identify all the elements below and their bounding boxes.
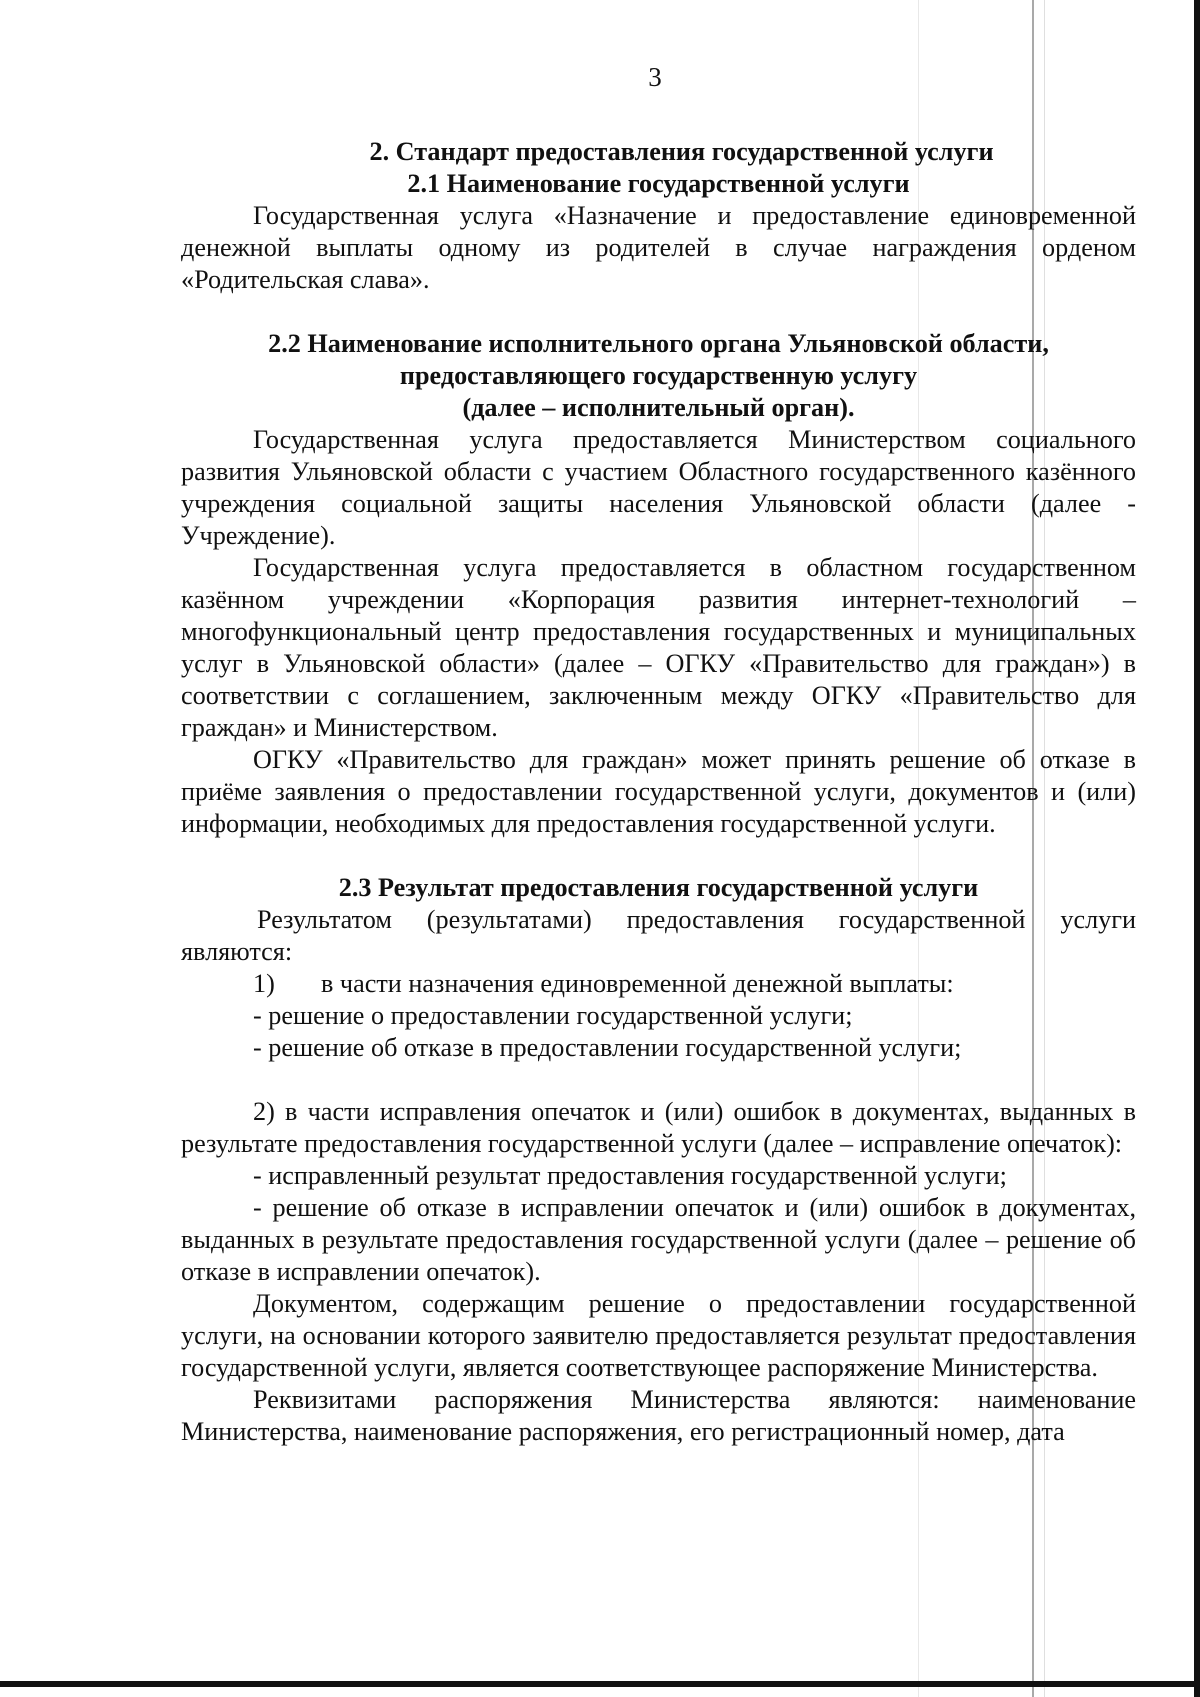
- result-item-1-text: в части назначения единовременной денежной выплаты:: [321, 969, 954, 998]
- result-subitem: - исправленный результат предоставления государственной услуги;: [253, 1161, 1007, 1190]
- section-2-2-heading-line-2: предоставляющего государственную услугу: [399, 361, 918, 390]
- section-2-2-paragraph: Государственная услуга предоставляется в областном государственном казённом учреждении «Корпорация развития интернет-технологий – многофункциональный центр предоставления государственных и муниципальных услуг в Ульяновской области» (далее – ОГКУ «Правительство для граждан») в соответствии с соглашением, заключенным между ОГКУ «Правительство для граждан» и Министерством.: [181, 553, 1136, 742]
- section-2-1-heading: 2.1 Наименование государственной услуги: [407, 169, 910, 198]
- scan-border-bottom: [0, 1681, 1200, 1687]
- section-2-3-heading: 2.3 Результат предоставления государственной услуги: [338, 873, 979, 902]
- section-2-3-paragraph-requisites: Реквизитами распоряжения Министерства являются: наименование Министерства, наименование распоряжения, его регистрационный номер, дата: [181, 1385, 1136, 1446]
- section-2-2-heading-line-1: 2.2 Наименование исполнительного органа Ульяновской области,: [268, 329, 1049, 358]
- section-2-3-paragraph-document: Документом, содержащим решение о предоставлении государственной услуги, на основании которого заявителю предоставляется результат предоставления государственной услуги, является соответствующее распоряжение Министерства.: [181, 1289, 1136, 1382]
- page-number: 3: [648, 62, 662, 92]
- section-2-2-heading-line-3: (далее – исполнительный орган).: [462, 393, 855, 422]
- section-2-heading: 2. Стандарт предоставления государственной услуги: [369, 137, 994, 166]
- section-2-2-paragraph: Государственная услуга предоставляется Министерством социального развития Ульяновской области с участием Областного государственного казённого учреждения социальной защиты населения Ульяновской области (далее - Учреждение).: [181, 425, 1136, 550]
- result-item-1-number: 1): [253, 969, 275, 998]
- result-subitem: - решение об отказе в исправлении опечаток и (или) ошибок в документах, выданных в результате предоставления государственной услуги (далее – решение об отказе в исправлении опечаток).: [181, 1193, 1136, 1286]
- result-subitem: - решение об отказе в предоставлении государственной услуги;: [253, 1033, 962, 1062]
- result-subitem: - решение о предоставлении государственной услуги;: [253, 1001, 853, 1030]
- result-item-2: 2) в части исправления опечаток и (или) ошибок в документах, выданных в результате предоставления государственной услуги (далее – исправление опечаток):: [181, 1097, 1136, 1158]
- scan-border-right: [1194, 0, 1200, 1697]
- document-body: [181, 136, 1136, 1448]
- result-item-1: [181, 968, 1136, 1000]
- section-2-2-paragraph: ОГКУ «Правительство для граждан» может принять решение об отказе в приёме заявления о предоставлении государственной услуги, документов и (или) информации, необходимых для предоставления государственной услуги.: [181, 745, 1136, 838]
- section-2-3-intro: Результатом (результатами) предоставления государственной услуги являются:: [181, 905, 1136, 966]
- section-2-1-paragraph: Государственная услуга «Назначение и предоставление единовременной денежной выплаты одному из родителей в случае награждения орденом «Родительская слава».: [181, 201, 1136, 294]
